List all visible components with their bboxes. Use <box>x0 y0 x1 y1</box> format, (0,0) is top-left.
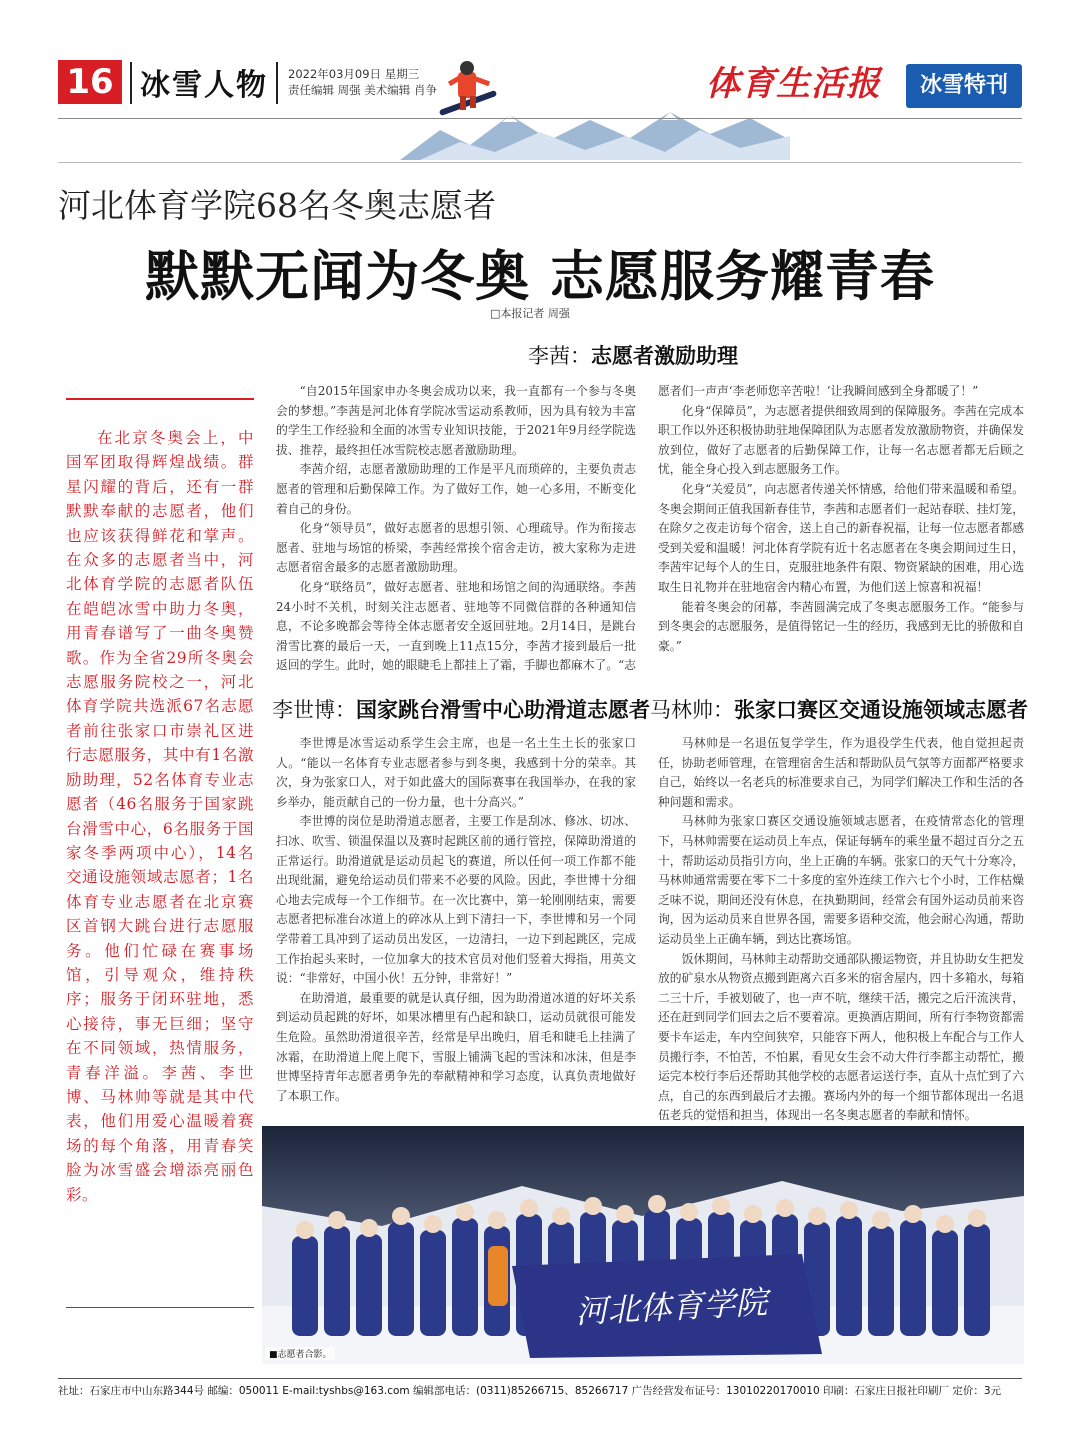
photo-caption: ■志愿者合影。 <box>266 1347 335 1360</box>
paragraph: 化身“联络员”，做好志愿者、驻地和场馆之间的沟通联络。李茜24小时不关机，时刻关注志愿者、驻地等不同微信群的各种通知信息，不论多晚都会等待全体志愿者安全返回驻地。2月14日，是跳台滑雪比赛的最后一天，一直到晚上11点15分，李茜才接到最后一批返回的学生。此时，她的眼睫毛上都挂上了霜，手脚也都麻木了。“志 <box>276 579 636 673</box>
paragraph: 能着冬奥会的闭幕，李茜圆满完成了冬奥志愿服务工作。“能参与到冬奥会的志愿服务，是值得铭记一生的经历，我感到无比的骄傲和自豪。” <box>658 599 1024 653</box>
liqian-column-1 <box>276 382 636 678</box>
person-name: 李茜： <box>528 344 591 368</box>
article-headline: 默默无闻为冬奥 志愿服务耀青春 <box>145 245 935 308</box>
paragraph: 在助滑道，最重要的就是认真仔细，因为助滑道冰道的好坏关系到运动员起跳的好坏，如果冰槽里有凸起和缺口，运动员就很可能发生危险。虽然助滑道很辛苦，经常是早出晚归，眉毛和睫毛上挂满了冰霜，在助滑道上爬上爬下，雪服上铺满飞起的雪沫和冰沫，但是李世博坚持青年志愿者勇争先的奉献精神和学习态度，认真负责地做好了本职工作。 <box>276 990 636 1103</box>
paragraph: 饭休期间，马林帅主动帮助交通部队搬运物资，并且协助女生把发放的矿泉水从物资点搬到距离六百多米的宿舍屋内，四十多箱水，每箱二三十斤，手被划破了，也一声不吭，继续干活，搬完之后汗流浃背，还在赶到同学们回去之后不要着凉。更换酒店期间，所有行李物资都需要卡车运走，车内空间狭窄，只能容下两人，他积极上车配合与工作人员搬行李，不怕苦，不怕累，看见女生会不动大件行李都主动帮忙，搬运完本校行李后还帮助其他学校的志愿者运送行李，直从十点忙到了六点，自己的东西到最后才去搬。赛场内外的每一个细节都体现出一名退伍老兵的觉悟和担当，体现出一名冬奥志愿者的奉献和情怀。 <box>658 951 1024 1123</box>
section-heading-malinshuai <box>650 694 1028 724</box>
group-photo <box>262 1126 1024 1364</box>
person-name: 李世博： <box>272 698 356 722</box>
intro-text: 在北京冬奥会上，中国军团取得辉煌战绩。群星闪耀的背后，还有一群默默奉献的志愿者，他们也应该获得鲜花和掌声。在众多的志愿者当中，河北体育学院的志愿者队伍在皑皑冰雪中助力冬奥，用青春谱写了一曲冬奥赞歌。作为全省29所冬奥会志愿服务院校之一，河北体育学院共选派67名志愿者前往张家口市崇礼区进行志愿服务，其中有1名激励助理，52名体育专业志愿者（46名服务于国家跳台滑雪中心，6名服务于国家冬季两项中心），14名交通设施领域志愿者；1名体育专业志愿者在北京赛区首钢大跳台进行志愿服务。他们忙碌在赛事场馆，引导观众，维持秩序；服务于闭环驻地，悉心接待，事无巨细；坚守在不同领域，热情服务，青春洋溢。李茜、李世博、马林帅等就是其中代表，他们用爱心温暖着赛场的每个角落，用青春笑脸为冰雪盛会增添亮丽色彩。 <box>66 429 254 1204</box>
paragraph: 李世博的岗位是助滑道志愿者，主要工作是刮冰、修冰、切冰、扫冰、吹雪、锁温保温以及赛时起跳区前的通行管控，保障助滑道的正常运行。助滑道就是运动员起飞的赛道，所以任何一项工作都不能出现纰漏，避免给运动员们带来不必要的风险。因此，李世博十分细心地去完成每一个工作细节。在一次比赛中，第一轮刚刚结束，需要志愿者把标准台冰道上的碎冰从上到下清扫一下，李世博和另一个同学带着工具冲到了运动员出发区，一边清扫，一边下到起跳区，完成工作抬起头来时，一位加拿大的技术官员对他们竖着大拇指，用英文说：“非常好，中国小伙！五分钟，非常好！” <box>276 814 636 986</box>
header-rule <box>58 162 1022 163</box>
divider <box>276 62 278 104</box>
intro-sidebar <box>66 398 254 1308</box>
paragraph: 化身“领导员”，做好志愿者的思想引领、心理疏导。作为衔接志愿者、驻地与场馆的桥梁，李茜经常挨个宿舍走访，被大家称为走进志愿者宿舍最多的志愿者激励助理。 <box>276 521 636 575</box>
page-footer: 社址：石家庄市中山东路344号 邮编：050011 E-mail:tyshbs@163.com 编辑部电话：(0311)85266715、85266717 广告经营发布证号：13010220170010 印刷：石家庄日报社印刷厂 定价：3元 <box>58 1378 1022 1398</box>
person-role: 国家跳台滑雪中心助滑道志愿者 <box>356 698 650 722</box>
paragraph: “自2015年国家申办冬奥会成功以来，我一直都有一个参与冬奥会的梦想。”李茜是河北体育学院冰雪运动系教师，因为具有较为丰富的学生工作经验和全面的冰雪专业知识技能，于2021年9月经学院选拔、推荐，最终担任冰雪院校志愿者激励助理。 <box>276 384 636 457</box>
paragraph: 李茜介绍，志愿者激励助理的工作是平凡而琐碎的，主要负责志愿者的管理和后勤保障工作。为了做好工作，她一心多用，不断变化着自己的身份。 <box>276 462 636 516</box>
person-role: 张家口赛区交通设施领域志愿者 <box>734 698 1028 722</box>
paragraph: 马林帅是一名退伍复学学生，作为退役学生代表，他自觉担起责任，协助老师管理，在管理宿舍生活和帮助队员气氛等方面都严格要求自己，始终以一名老兵的标准要求自己，为同学们解决工作和生活的各种问题和需求。 <box>658 736 1024 809</box>
paragraph: 马林帅为张家口赛区交通设施领域志愿者，在疫情常态化的管理下，马林帅需要在运动员上车点，保证每辆车的乘坐量不超过百分之五十，帮助运动员指引方向，坐上正确的车辆。张家口的天气十分寒冷，马林帅通常需要在零下二十多度的室外连续工作六七个小时，工作枯燥乏味不说，期间还没有休息，在执勤期间，经常会有国外运动员前来咨询，因为运动员来自世界各国，需要多语种交流，他会耐心沟通，帮助运动员坐上正确车辆，到达比赛场馆。 <box>658 814 1024 946</box>
special-edition-badge: 冰雪特刊 <box>906 64 1022 108</box>
section-heading-liqian <box>528 340 738 370</box>
header-rule <box>58 118 1022 119</box>
page-header <box>0 0 1080 165</box>
section-heading-lishibo <box>272 694 650 724</box>
person-name: 马林帅： <box>650 698 734 722</box>
issue-date: 2022年03月09日 星期三 <box>288 67 420 81</box>
volunteers-group-image <box>262 1126 1024 1364</box>
skier-icon <box>439 61 497 116</box>
article-kicker: 河北体育学院68名冬奥志愿者 <box>58 186 496 225</box>
page-number: 16 <box>58 60 122 104</box>
masthead-logo: 体育生活报 <box>706 64 881 104</box>
paragraph: 李世博是冰雪运动系学生会主席，也是一名土生土长的张家口人。“能以一名体育专业志愿者参与到冬奥，我感到十分的荣幸。其次，身为张家口人，对于如此盛大的国际赛事在我国举办，在我的家乡举办，能贡献自己的一份力量，也十分高兴。” <box>276 736 636 809</box>
person-role: 志愿者激励助理 <box>591 344 738 368</box>
article-byline: □本报记者 周强 <box>490 307 570 320</box>
lishibo-column <box>276 734 636 1122</box>
malinshuai-column <box>658 734 1024 1126</box>
paragraph: 化身“关爱员”，向志愿者传递关怀情感，给他们带来温暖和希望。冬奥会期间正值我国新春佳节，李茜和志愿者们一起站春联、挂灯笼，在除夕之夜走访每个宿舍，送上自己的新春祝福，让每一位志愿者都感受到关爱和温暖！河北体育学院有近十名志愿者在冬奥会期间过生日，李茜牢记每个人的生日，克服驻地条件有限、物资紧缺的困难，用心选取生日礼物并在驻地宿舍内精心布置，为他们送上惊喜和祝福！ <box>658 481 1024 594</box>
section-name: 冰雪人物 <box>140 68 268 103</box>
divider <box>130 62 132 104</box>
editors-line: 责任编辑 周强 美术编辑 肖争 <box>288 83 437 97</box>
liqian-column-2 <box>658 382 1024 678</box>
banner-text: 河北体育学院 <box>574 1283 769 1332</box>
paragraph: 愿者们一声声‘李老师您辛苦啦！’让我瞬间感到全身都暖了！” <box>658 384 979 398</box>
paragraph: 化身“保障员”，为志愿者提供细致周到的保障服务。李茜在完成本职工作以外还积极协助驻地保障团队为志愿者发放激励物资，并确保发放到位，做好了志愿者的后勤保障工作，让每一名志愿者都无后顾之忧，能全身心投入到志愿服务工作。 <box>658 403 1024 477</box>
